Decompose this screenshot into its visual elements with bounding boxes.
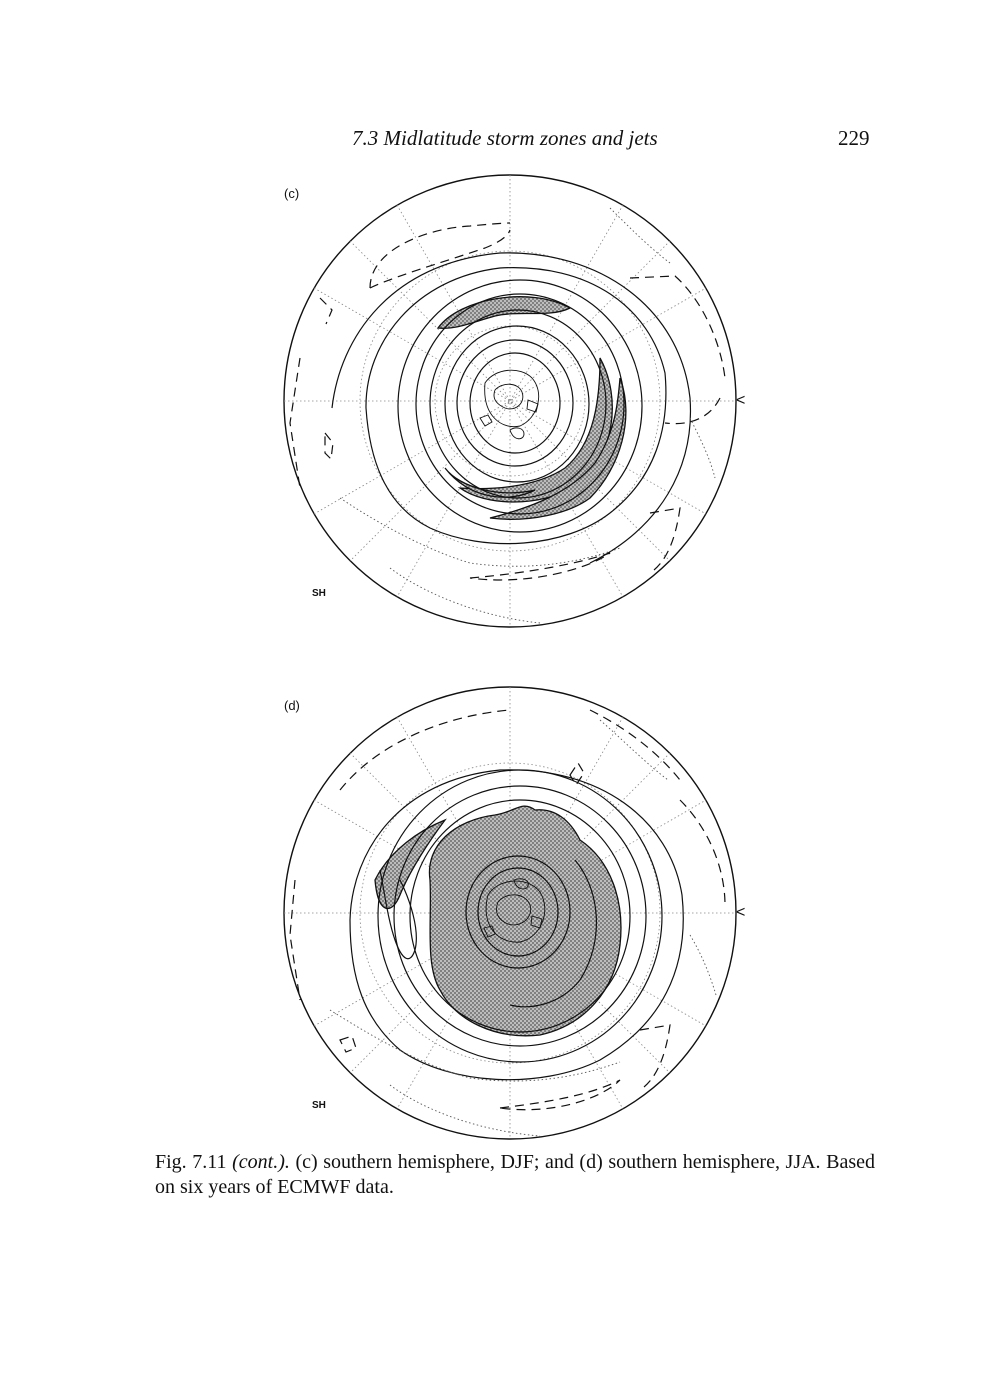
polar-map-d	[270, 680, 750, 1160]
running-head	[0, 126, 1008, 156]
storm-track-shading	[375, 806, 621, 1036]
latitude-marker-c: <	[736, 392, 746, 409]
polar-map-c	[270, 168, 750, 648]
running-head-title: 7.3 Midlatitude storm zones and jets	[352, 126, 658, 150]
caption-cont: (cont.).	[232, 1151, 290, 1173]
page-number: 229	[838, 126, 870, 150]
figure-panel-d	[270, 680, 750, 1160]
caption-figure-number: Fig. 7.11	[155, 1151, 227, 1173]
figure-caption	[155, 1150, 875, 1200]
hemisphere-tag-c: SH	[312, 588, 326, 599]
hemisphere-tag-d: SH	[312, 1100, 326, 1111]
lat-lon-grid	[284, 175, 736, 627]
panel-label-c: (c)	[284, 186, 300, 201]
panel-label-d: (d)	[284, 698, 300, 713]
figure-panel-c	[270, 168, 750, 648]
dotted-contours	[340, 208, 715, 623]
latitude-marker-d: <	[736, 904, 746, 921]
caption-text: (c) southern hemisphere, DJF; and (d) southern hemisphere, JJA. Based on six years of ECMWF data.	[155, 1151, 876, 1198]
polar-contours	[480, 370, 539, 439]
